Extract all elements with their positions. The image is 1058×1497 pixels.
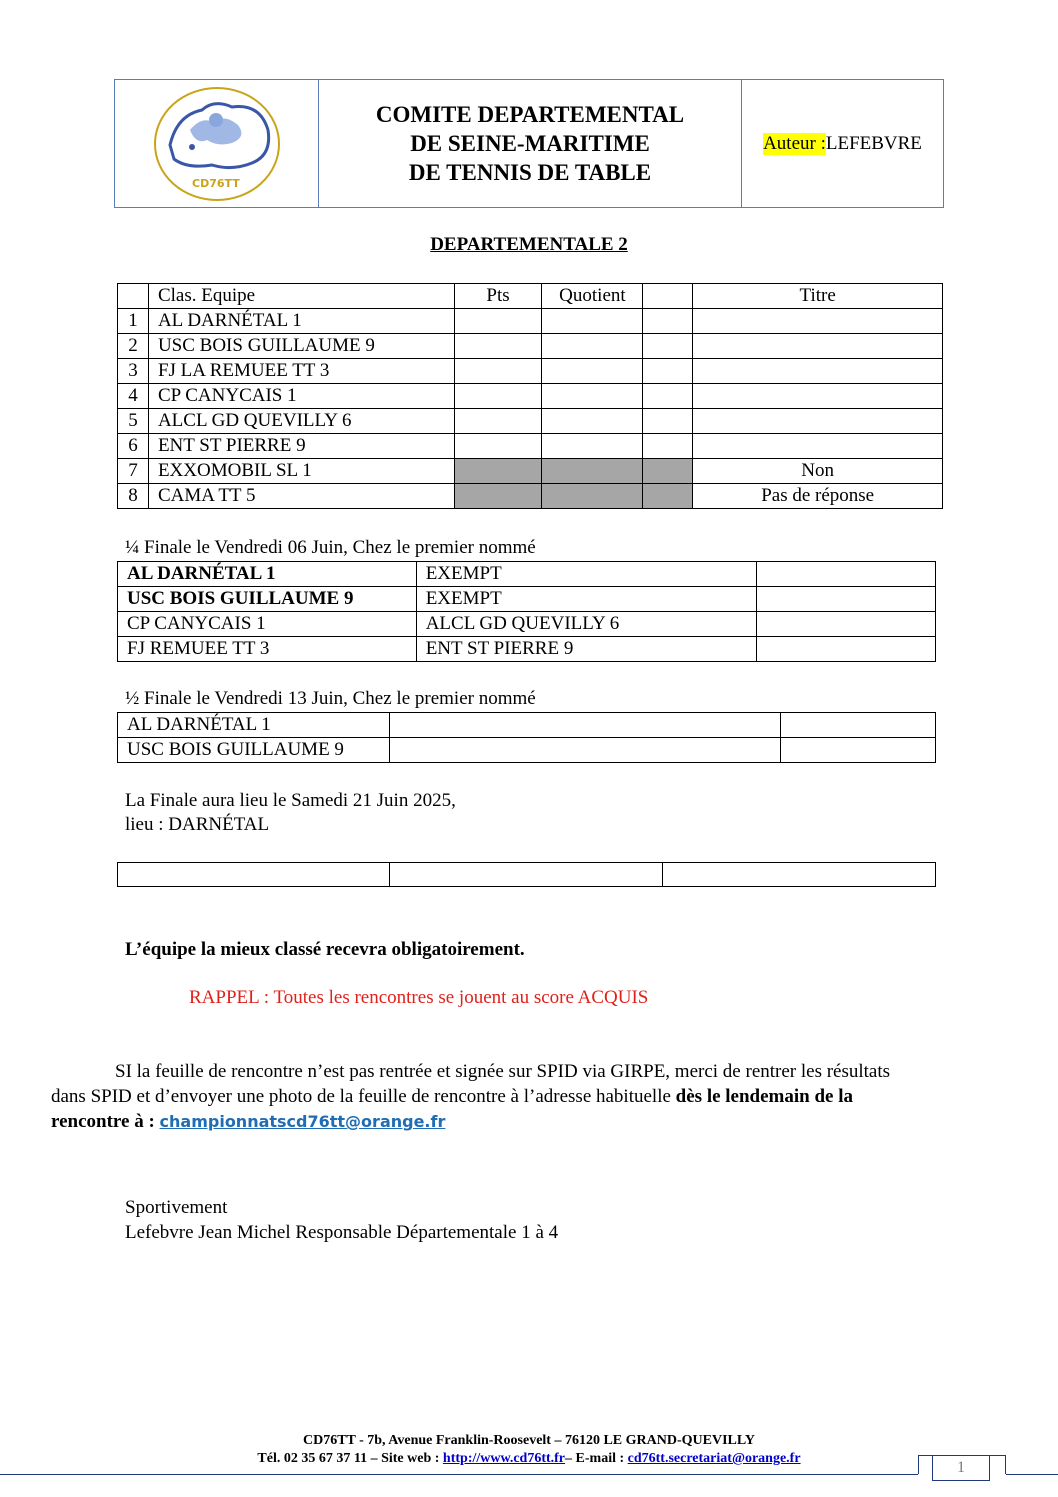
team: USC BOIS GUILLAUME 9 bbox=[148, 334, 454, 359]
pts bbox=[454, 334, 542, 359]
committee-title-line-2: DE SEINE-MARITIME bbox=[410, 131, 650, 156]
quotient bbox=[542, 434, 643, 459]
quotient bbox=[542, 384, 643, 409]
quotient bbox=[542, 409, 643, 434]
rank: 2 bbox=[118, 334, 149, 359]
footer-rule-right bbox=[1006, 1474, 1058, 1475]
signature-name: Lefebvre Jean Michel Responsable Départementale 1 à 4 bbox=[125, 1222, 559, 1243]
title bbox=[693, 359, 943, 384]
team-b: EXEMPT bbox=[416, 562, 757, 587]
extra bbox=[643, 434, 693, 459]
footer-email-link[interactable]: cd76tt.secretariat@orange.fr bbox=[627, 1451, 801, 1466]
team-a: AL DARNÉTAL 1 bbox=[118, 713, 390, 738]
team: EXXOMOBIL SL 1 bbox=[148, 459, 454, 484]
header-team: Clas. Equipe bbox=[148, 284, 454, 309]
committee-title bbox=[319, 80, 742, 207]
committee-title-line-1: COMITE DEPARTEMENTAL bbox=[375, 102, 685, 127]
paragraph-line-2-text: dans SPID et d’envoyer une photo de la feuille de rencontre à l’adresse habituelle bbox=[51, 1086, 676, 1107]
table-row bbox=[118, 334, 943, 359]
header-quotient: Quotient bbox=[542, 284, 643, 309]
team-a: USC BOIS GUILLAUME 9 bbox=[118, 587, 417, 612]
extra bbox=[643, 334, 693, 359]
paragraph-line-2 bbox=[51, 1086, 853, 1108]
standings-header-row bbox=[118, 284, 943, 309]
footer-address: CD76TT - 7b, Avenue Franklin-Roosevelt – 76120 LE GRAND-QUEVILLY bbox=[302, 1433, 756, 1448]
title bbox=[693, 334, 943, 359]
table-row bbox=[118, 459, 943, 484]
footer-email-label: – E-mail : bbox=[565, 1451, 628, 1466]
quotient bbox=[542, 334, 643, 359]
results-email-link[interactable]: championnatscd76tt@orange.fr bbox=[159, 1112, 446, 1131]
team-a: USC BOIS GUILLAUME 9 bbox=[118, 738, 390, 763]
table-row bbox=[118, 562, 936, 587]
footer-tel: Tél. 02 35 67 37 11 – Site web : bbox=[257, 1451, 443, 1466]
quarter-table bbox=[117, 561, 936, 662]
result bbox=[757, 587, 936, 612]
table-row bbox=[118, 384, 943, 409]
title: Non bbox=[693, 459, 943, 484]
pts bbox=[454, 459, 542, 484]
team: AL DARNÉTAL 1 bbox=[148, 309, 454, 334]
result bbox=[781, 738, 936, 763]
semi-table bbox=[117, 712, 936, 763]
home-team-note: L’équipe la mieux classé recevra obligatoirement. bbox=[125, 939, 525, 960]
team-b bbox=[389, 713, 780, 738]
quarter-caption: ¼ Finale le Vendredi 06 Juin, Chez le premier nommé bbox=[125, 537, 536, 558]
table-row bbox=[118, 713, 936, 738]
quotient bbox=[542, 359, 643, 384]
division-title: DEPARTEMENTALE 2 bbox=[430, 234, 628, 255]
team: CP CANYCAIS 1 bbox=[148, 384, 454, 409]
extra bbox=[643, 409, 693, 434]
rank: 6 bbox=[118, 434, 149, 459]
pts bbox=[454, 484, 542, 509]
pts bbox=[454, 434, 542, 459]
final-line-1: La Finale aura lieu le Samedi 21 Juin 2025, bbox=[125, 790, 456, 811]
pts bbox=[454, 309, 542, 334]
footer-contact bbox=[0, 1451, 1058, 1467]
table-row bbox=[118, 587, 936, 612]
final-line-2: lieu : DARNÉTAL bbox=[125, 814, 270, 835]
logo-text: CD76TT bbox=[192, 177, 240, 190]
team-a: FJ REMUEE TT 3 bbox=[118, 637, 417, 662]
team-b bbox=[389, 738, 780, 763]
table-row bbox=[118, 863, 936, 887]
team-b: EXEMPT bbox=[416, 587, 757, 612]
final-cell bbox=[118, 863, 390, 887]
rank: 3 bbox=[118, 359, 149, 384]
paragraph-line-1: SI la feuille de rencontre n’est pas rentrée et signée sur SPID via GIRPE, merci de rentrer les résultats bbox=[115, 1061, 891, 1082]
paragraph-line-2-bold: dès le lendemain de la bbox=[675, 1086, 854, 1107]
table-row bbox=[118, 434, 943, 459]
title bbox=[693, 309, 943, 334]
team-a: AL DARNÉTAL 1 bbox=[118, 562, 417, 587]
author-cell bbox=[742, 80, 943, 207]
pts bbox=[454, 409, 542, 434]
title bbox=[693, 384, 943, 409]
rank: 5 bbox=[118, 409, 149, 434]
paragraph-line-3 bbox=[51, 1111, 445, 1133]
final-cell bbox=[663, 863, 936, 887]
team: ALCL GD QUEVILLY 6 bbox=[148, 409, 454, 434]
table-row bbox=[118, 309, 943, 334]
extra bbox=[643, 384, 693, 409]
header-empty bbox=[643, 284, 693, 309]
footer-rule-left bbox=[0, 1474, 918, 1475]
result bbox=[781, 713, 936, 738]
table-row bbox=[118, 359, 943, 384]
table-row bbox=[118, 409, 943, 434]
standings-table bbox=[117, 283, 943, 509]
extra bbox=[643, 359, 693, 384]
pts bbox=[454, 359, 542, 384]
result bbox=[757, 637, 936, 662]
pts bbox=[454, 384, 542, 409]
extra bbox=[643, 459, 693, 484]
final-cell bbox=[389, 863, 663, 887]
table-row bbox=[118, 612, 936, 637]
reminder-text: RAPPEL : Toutes les rencontres se jouent au score ACQUIS bbox=[189, 987, 649, 1008]
team: FJ LA REMUEE TT 3 bbox=[148, 359, 454, 384]
table-row bbox=[118, 738, 936, 763]
rank: 7 bbox=[118, 459, 149, 484]
result bbox=[757, 612, 936, 637]
paragraph-line-3-bold: rencontre à : bbox=[51, 1111, 160, 1132]
page-number: 1 bbox=[932, 1455, 990, 1481]
rank: 4 bbox=[118, 384, 149, 409]
team-b: ENT ST PIERRE 9 bbox=[416, 637, 757, 662]
extra bbox=[643, 484, 693, 509]
header-rank bbox=[118, 284, 149, 309]
quotient bbox=[542, 309, 643, 334]
result bbox=[757, 562, 936, 587]
title: Pas de réponse bbox=[693, 484, 943, 509]
team: CAMA TT 5 bbox=[148, 484, 454, 509]
quotient bbox=[542, 459, 643, 484]
logo-cell bbox=[115, 80, 319, 207]
rank: 1 bbox=[118, 309, 149, 334]
author-label: Auteur : bbox=[763, 132, 826, 154]
quotient bbox=[542, 484, 643, 509]
rank: 8 bbox=[118, 484, 149, 509]
author-name: LEFEBVRE bbox=[825, 132, 922, 154]
table-row bbox=[118, 484, 943, 509]
header-title: Titre bbox=[693, 284, 943, 309]
title bbox=[693, 409, 943, 434]
team: ENT ST PIERRE 9 bbox=[148, 434, 454, 459]
extra bbox=[643, 309, 693, 334]
signature-greeting: Sportivement bbox=[125, 1197, 228, 1218]
header-box bbox=[114, 79, 944, 208]
team-b: ALCL GD QUEVILLY 6 bbox=[416, 612, 757, 637]
semi-caption: ½ Finale le Vendredi 13 Juin, Chez le premier nommé bbox=[125, 688, 536, 709]
team-a: CP CANYCAIS 1 bbox=[118, 612, 417, 637]
final-table bbox=[117, 862, 936, 887]
footer-site-link[interactable]: http://www.cd76tt.fr bbox=[442, 1451, 566, 1466]
table-row bbox=[118, 637, 936, 662]
committee-title-line-3: DE TENNIS DE TABLE bbox=[408, 160, 652, 185]
header-pts: Pts bbox=[454, 284, 542, 309]
title bbox=[693, 434, 943, 459]
